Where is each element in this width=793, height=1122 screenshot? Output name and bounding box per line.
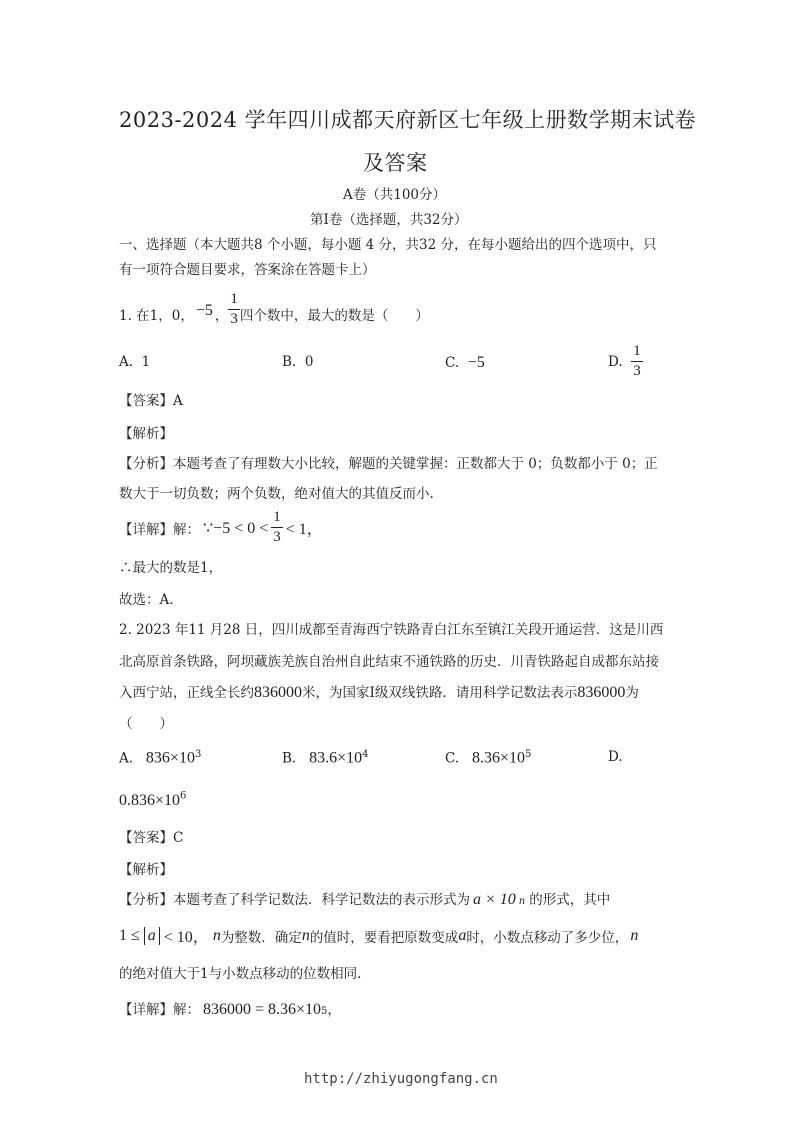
text: ， xyxy=(327,1002,341,1018)
q2-stem-line-1: 2. 2023 年11 月28 日，四川成都至青海西宁铁路青白江东至镇江关段开通运营．这是川西 xyxy=(119,622,664,638)
formula: a × 10 xyxy=(473,891,516,908)
option-value: 1 xyxy=(141,354,151,370)
q1-choose: 故选：A. xyxy=(119,592,174,608)
q1-frac-num: 1 xyxy=(228,292,240,310)
q1-fraction xyxy=(228,292,240,327)
detail-fraction xyxy=(271,510,283,545)
q1-analysis-heading: 【解析】 xyxy=(119,426,173,442)
frac-den: 3 xyxy=(633,363,641,379)
option-base: 8.36×10 xyxy=(472,749,526,767)
option-label: C. xyxy=(445,355,460,371)
q2-detail xyxy=(119,998,341,1019)
option-fraction xyxy=(631,344,643,379)
abs-value-a: a xyxy=(144,927,160,945)
option-exponent: 4 xyxy=(362,749,369,760)
q1-option-d xyxy=(608,344,643,379)
option-exponent: 6 xyxy=(180,790,187,802)
title-line-2: 及答案 xyxy=(363,151,428,175)
option-label: C. xyxy=(445,750,460,767)
text: 米，为国家Ⅰ级双线铁路．请用科学记数法表示 xyxy=(302,685,578,701)
q2-stem-line-2: 北高原首条铁路，阿坝藏族羌族自治州自此结束不通铁路的历史．川青铁路起自成都东站接 xyxy=(119,654,659,670)
q1-option-a xyxy=(119,354,150,370)
q1-fenxi-line-2: 数大于一切负数；两个负数，绝对值大的其值反而小. xyxy=(119,486,434,502)
subtitle-part-1: 第Ⅰ卷（选择题，共32分） xyxy=(310,212,468,228)
section-heading-line-1: 一、选择题（本大题共8 个小题，每小题 4 分，共32 分，在每小题给出的四个选项中，只 xyxy=(119,237,657,253)
q2-option-a xyxy=(119,749,201,768)
option-base: 0.836×10 xyxy=(119,792,181,809)
option-exponent: 3 xyxy=(194,749,202,760)
frac-den: 3 xyxy=(273,529,281,545)
option-label: A. xyxy=(119,354,134,370)
q2-answer: 【答案】C xyxy=(119,830,184,846)
section-heading-line-2: 有一项符合题目要求，答案涂在答题卡上） xyxy=(119,262,376,278)
detail-label: 【详解】解： xyxy=(119,521,200,538)
detail-label: 【详解】解： xyxy=(119,1002,200,1018)
text: 【分析】本题考查了科学记数法．科学记数法的表示形式为 xyxy=(119,892,470,908)
frac-num: 1 xyxy=(631,344,643,362)
math: 1 ≤ xyxy=(119,926,140,944)
text: 时，小数点移动了多少位， xyxy=(466,929,629,946)
q2-fenxi-line-2 xyxy=(119,924,638,947)
q1-detail xyxy=(119,510,323,545)
q2-stem-line-3 xyxy=(119,681,639,702)
option-label: B. xyxy=(282,750,297,767)
option-value: 0 xyxy=(304,354,314,370)
var-n: n xyxy=(301,926,310,944)
option-base: 83.6×10 xyxy=(309,749,363,767)
option-label: B. xyxy=(282,354,297,370)
q2-option-b xyxy=(282,749,369,768)
q2-option-c xyxy=(445,749,531,768)
q2-option-d xyxy=(119,790,186,810)
option-value: −5 xyxy=(467,354,485,371)
q1-conclusion: ∴最大的数是1， xyxy=(119,560,223,576)
var-n: n xyxy=(630,926,639,944)
text: 的值时，要看把原数变成 xyxy=(309,929,459,946)
q1-option-b xyxy=(282,354,313,370)
q2-fenxi-line-3: 的绝对值大于1与小数点移动的位数相同. xyxy=(119,966,362,982)
q1-neg5: −5 xyxy=(195,301,213,319)
detail-math: 836000 = 8.36×10 xyxy=(203,1001,322,1018)
math: < 10， xyxy=(163,929,209,946)
option-label: D. xyxy=(608,353,623,370)
q2-option-d-label: D. xyxy=(608,749,623,765)
text: 的形式，其中 xyxy=(529,892,611,908)
var-n: n xyxy=(212,926,221,944)
number: 836000 xyxy=(577,684,626,701)
q1-prefix: 1. 在1，0， xyxy=(119,307,194,324)
q1-comma: ， xyxy=(214,307,229,324)
formula-exponent: n xyxy=(518,896,526,907)
subtitle-volume-a: A卷（共100分） xyxy=(343,187,447,203)
option-label: A. xyxy=(119,750,134,767)
q2-fenxi-line-1 xyxy=(119,888,610,909)
q1-frac-den: 3 xyxy=(230,311,238,327)
option-base: 836×10 xyxy=(145,749,195,767)
var-a: a xyxy=(458,926,467,944)
text: 为 xyxy=(625,685,639,701)
q2-stem-line-4: （ ） xyxy=(119,716,173,732)
footer-url[interactable]: http://zhiyugongfang.cn xyxy=(304,1071,498,1087)
detail-exponent: 5 xyxy=(321,1006,328,1017)
option-exponent: 5 xyxy=(525,749,532,760)
q1-suffix: 四个数中，最大的数是（ ） xyxy=(239,307,429,324)
question-1-stem xyxy=(119,292,429,335)
number: 836000 xyxy=(254,684,302,701)
q2-analysis-heading: 【解析】 xyxy=(119,862,173,878)
q1-answer: 【答案】A xyxy=(119,393,183,409)
detail-math-2: < 1， xyxy=(285,521,323,538)
frac-num: 1 xyxy=(271,510,283,528)
title-line-1: 2023-2024 学年四川成都天府新区七年级上册数学期末试卷 xyxy=(119,108,697,132)
detail-math-1: ∵−5 < 0 < xyxy=(203,519,269,537)
text: 入西宁站，正线全长约 xyxy=(119,685,254,701)
q1-fenxi-line-1: 【分析】本题考查了有理数大小比较，解题的关键掌握：正数都大于 0；负数都小于 0；正 xyxy=(119,456,658,472)
q1-option-c xyxy=(445,354,485,372)
text: 为整数．确定 xyxy=(220,929,302,946)
